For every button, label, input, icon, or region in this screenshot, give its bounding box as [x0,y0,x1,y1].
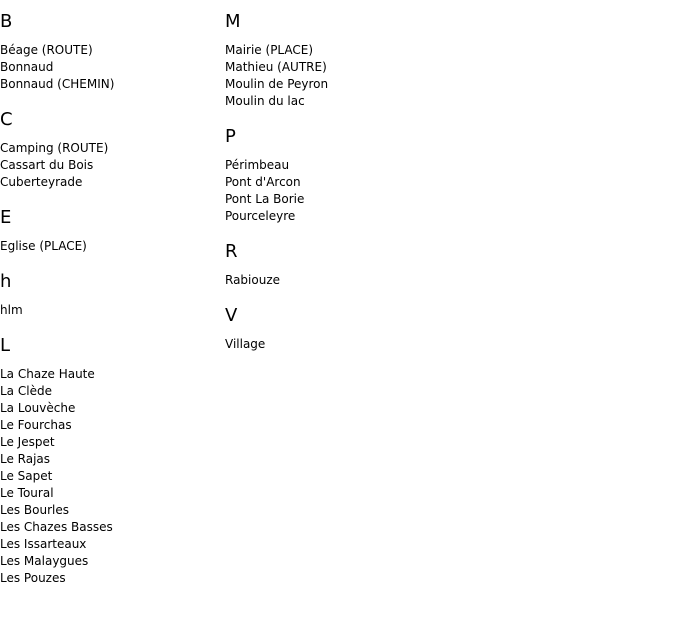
street-list [0,238,220,255]
street-list [0,302,220,319]
letter-group [0,271,220,319]
street-item[interactable]: La Chaze Haute [0,367,95,381]
street-item[interactable]: Le Rajas [0,452,51,466]
street-item[interactable]: Le Fourchas [0,418,72,432]
street-item[interactable]: Le Sapet [0,469,53,483]
street-item[interactable]: Pont d'Arcon [225,175,301,189]
street-item[interactable]: Pont La Borie [225,192,305,206]
right-column [225,0,445,353]
street-list [225,336,445,353]
street-item[interactable]: Village [225,337,266,351]
letter-heading: E [0,207,12,228]
street-list [225,157,445,225]
letter-heading: P [225,126,236,147]
street-list [0,140,220,191]
letter-group [0,11,220,93]
street-item[interactable]: Pourceleyre [225,209,296,223]
street-list [225,42,445,110]
letter-heading: C [0,109,13,130]
letter-heading: L [0,335,11,356]
street-item[interactable]: Moulin de Peyron [225,77,329,91]
street-item[interactable]: Mathieu (AUTRE) [225,60,327,74]
street-item[interactable]: Les Bourles [0,503,70,517]
street-item[interactable]: hlm [0,303,23,317]
letter-heading: V [225,305,238,326]
letter-group [0,109,220,191]
street-list [225,272,445,289]
letter-heading: h [0,271,12,292]
street-item[interactable]: Eglise (PLACE) [0,239,87,253]
street-list [0,42,220,93]
letter-group [225,305,445,353]
street-item[interactable]: La Louvèche [0,401,76,415]
street-item[interactable]: La Clède [0,384,52,398]
letter-heading: R [225,241,238,262]
letter-group [225,11,445,110]
street-item[interactable]: Cuberteyrade [0,175,83,189]
street-item[interactable]: Le Toural [0,486,54,500]
street-item[interactable]: Cassart du Bois [0,158,94,172]
letter-heading: B [0,11,13,32]
street-item[interactable]: Le Jespet [0,435,55,449]
street-item[interactable]: Camping (ROUTE) [0,141,109,155]
street-item[interactable]: Béage (ROUTE) [0,43,93,57]
street-item[interactable]: Les Chazes Basses [0,520,113,534]
letter-group [225,241,445,289]
street-item[interactable]: Périmbeau [225,158,290,172]
street-item[interactable]: Mairie (PLACE) [225,43,314,57]
street-item[interactable]: Les Issarteaux [0,537,87,551]
letter-group [225,126,445,225]
letter-heading: M [225,11,241,32]
street-item[interactable]: Bonnaud (CHEMIN) [0,77,115,91]
street-item[interactable]: Rabiouze [225,273,281,287]
street-item[interactable]: Moulin du lac [225,94,305,108]
letter-group [0,207,220,255]
street-item[interactable]: Bonnaud [0,60,54,74]
left-column [0,0,220,587]
street-item[interactable]: Les Pouzes [0,571,66,585]
street-list [0,366,220,587]
letter-group [0,335,220,587]
street-item[interactable]: Les Malaygues [0,554,89,568]
